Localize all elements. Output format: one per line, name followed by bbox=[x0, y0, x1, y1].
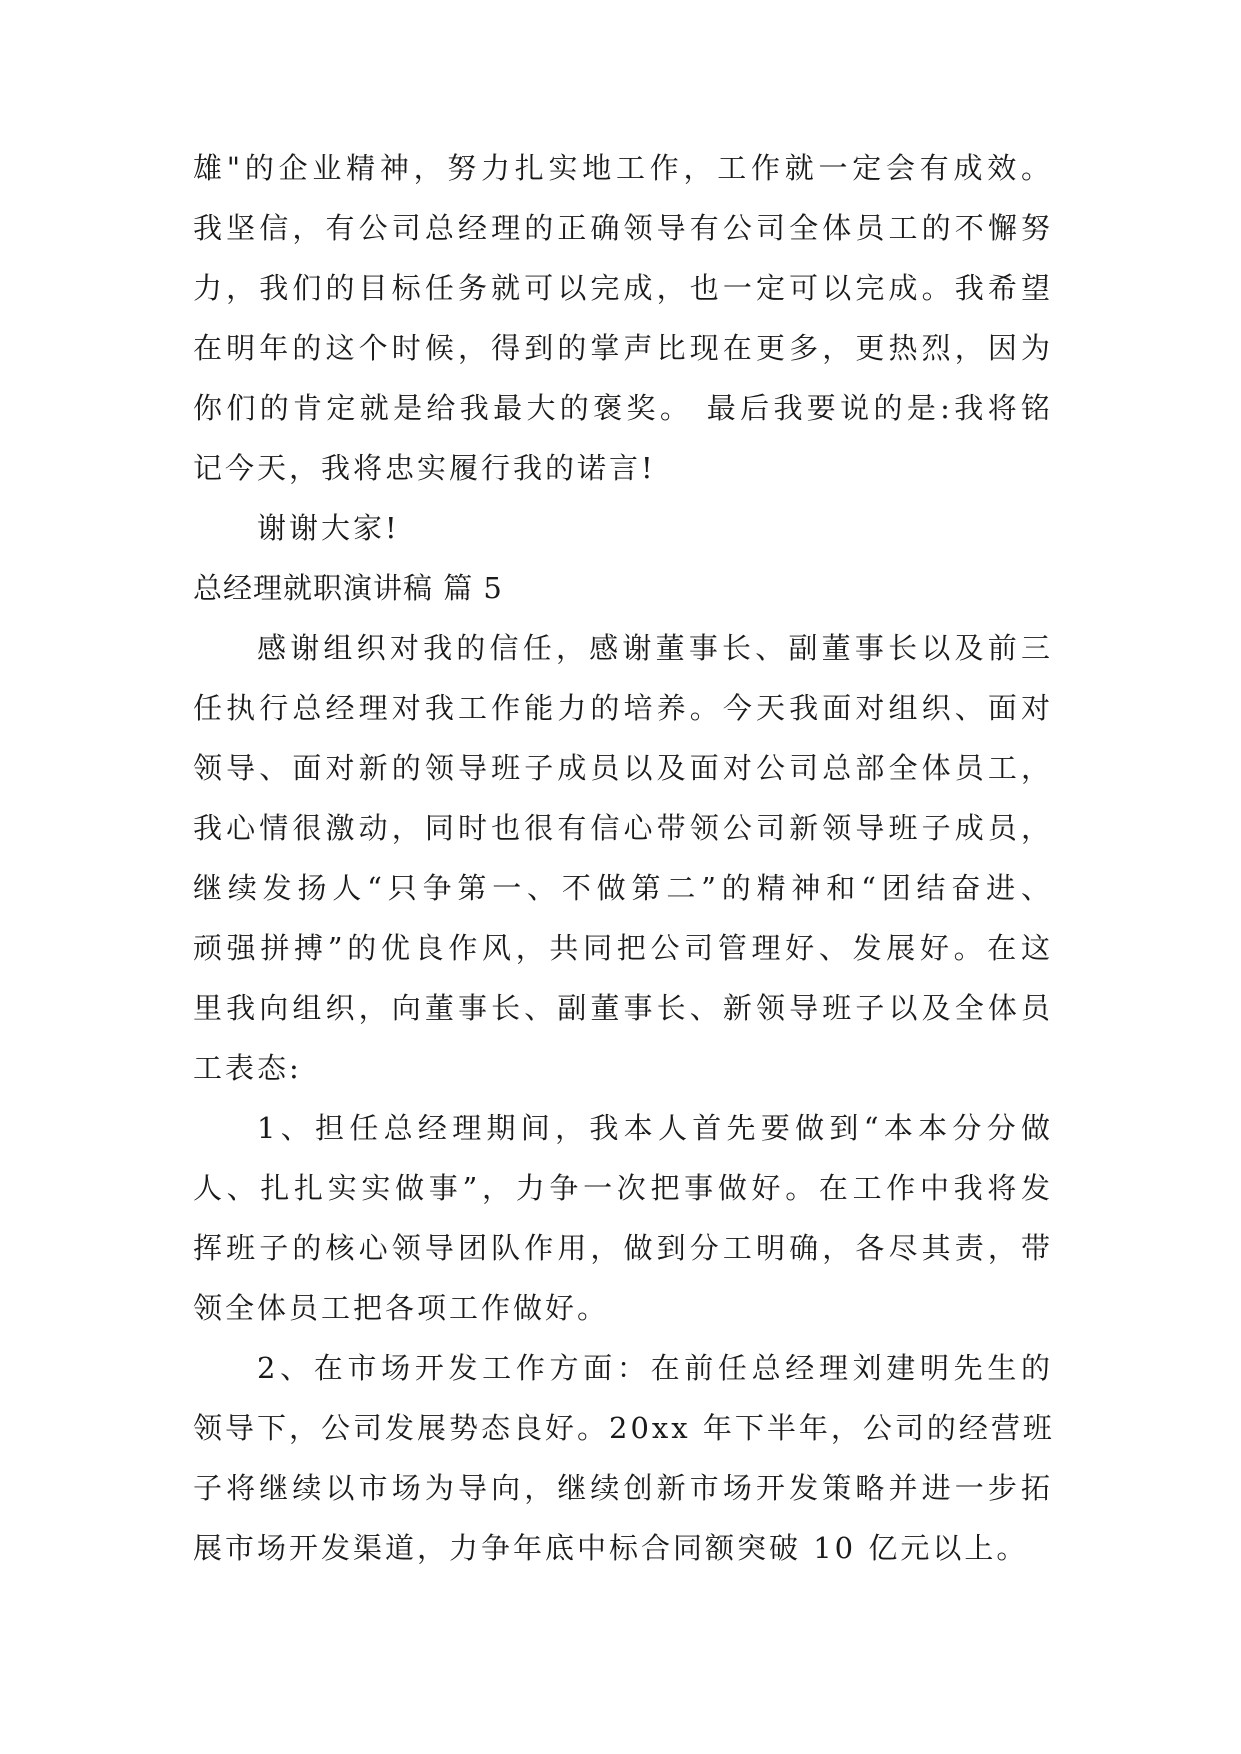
text-line: 谢谢大家! bbox=[257, 511, 400, 545]
text-line: 挥班子的核心领导团队作用，做到分工明确，各尽其责，带 bbox=[193, 1231, 1053, 1265]
text-line: 我坚信，有公司总经理的正确领导有公司全体员工的不懈努 bbox=[193, 211, 1053, 245]
text-line: 我心情很激动，同时也很有信心带领公司新领导班子成员， bbox=[193, 811, 1053, 845]
text-line: 顽强拼搏”的优良作风，共同把公司管理好、发展好。在这 bbox=[193, 931, 1053, 965]
text-line: 2、在市场开发工作方面：在前任总经理刘建明先生的 bbox=[257, 1351, 1053, 1385]
text-line: 1、担任总经理期间，我本人首先要做到“本本分分做 bbox=[257, 1111, 1053, 1145]
text-line: 雄"的企业精神，努力扎实地工作，工作就一定会有成效。 bbox=[193, 151, 1053, 185]
section-heading: 总经理就职演讲稿 篇 5 bbox=[193, 571, 503, 605]
text-line: 感谢组织对我的信任，感谢董事长、副董事长以及前三 bbox=[257, 631, 1053, 665]
text-line: 力，我们的目标任务就可以完成，也一定可以完成。我希望 bbox=[193, 271, 1053, 305]
text-line: 领全体员工把各项工作做好。 bbox=[193, 1291, 610, 1325]
text-line: 里我向组织，向董事长、副董事长、新领导班子以及全体员 bbox=[193, 991, 1053, 1025]
text-line: 领导、面对新的领导班子成员以及面对公司总部全体员工， bbox=[193, 751, 1053, 785]
text-line: 领导下，公司发展势态良好。20xx 年下半年，公司的经营班 bbox=[193, 1411, 1055, 1445]
text-line: 你们的肯定就是给我最大的褒奖。 最后我要说的是:我将铭 bbox=[193, 391, 1053, 425]
text-line: 任执行总经理对我工作能力的培养。今天我面对组织、面对 bbox=[193, 691, 1053, 725]
text-line: 人、扎扎实实做事”，力争一次把事做好。在工作中我将发 bbox=[193, 1171, 1053, 1205]
text-line: 展市场开发渠道，力争年底中标合同额突破 10 亿元以上。 bbox=[193, 1531, 1029, 1565]
text-line: 继续发扬人“只争第一、不做第二”的精神和“团结奋进、 bbox=[193, 871, 1053, 905]
text-line: 在明年的这个时候，得到的掌声比现在更多，更热烈，因为 bbox=[193, 331, 1053, 365]
text-line: 工表态: bbox=[193, 1051, 302, 1085]
text-line: 记今天，我将忠实履行我的诺言! bbox=[193, 451, 656, 485]
text-line: 子将继续以市场为导向，继续创新市场开发策略并进一步拓 bbox=[193, 1471, 1053, 1505]
